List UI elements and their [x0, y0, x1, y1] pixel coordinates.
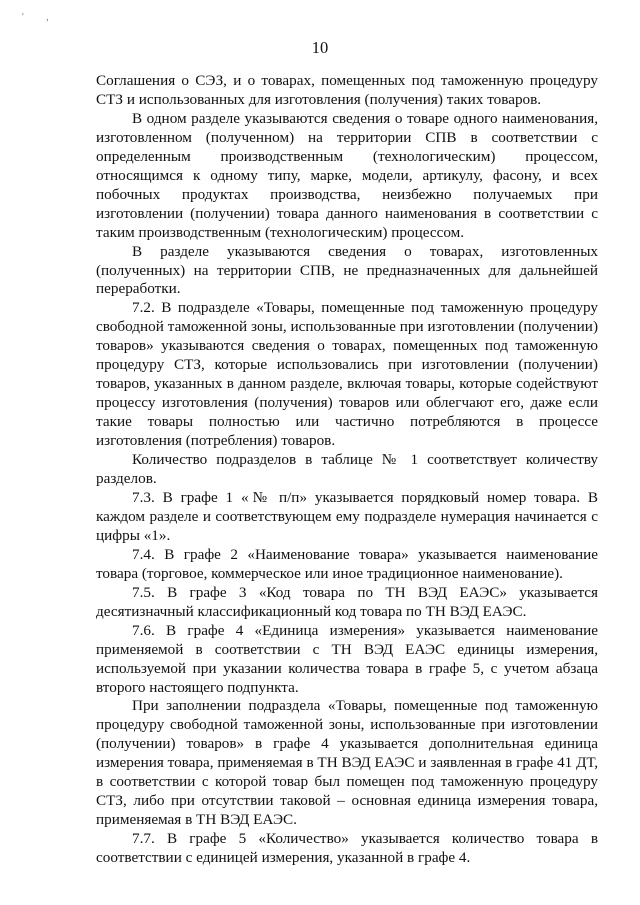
paragraph-column-4-note: При заполнении подраздела «Товары, помещенные под таможенную процедуру свободной таможенной зоны, использованные при изготовлении (получении) товаров» в графе 4 указывается дополнительная единица измерения товара, применяемая в ТН ВЭД ЕАЭС и заявленная в графе 41 ДТ, в соответствии с которой товар был помещен под таможенную процедуру СТЗ, либо при отсутствии таковой – основная единица измерения товара, применяемая в ТН ВЭД ЕАЭС.	[96, 697, 598, 829]
paragraph-7-6: 7.6. В графе 4 «Единица измерения» указывается наименование применяемой в соответствии с ТН ВЭД ЕАЭС единицы измерения, используемой при указании количества товара в графе 5, с учетом абзаца второго настоящего подпункта.	[96, 621, 598, 696]
paragraph-section-goods: В одном разделе указываются сведения о товаре одного наименования, изготовленном (полученном) на территории СПВ в соответствии с определенным производственным (технологическим) процессом, относящимся к одному типу, марке, модели, артикулу, фасону, и всех побочных продуктах производства, неизбежно получаемых при изготовлении (получении) товара данного наименования в соответствии с таким производственным (технологическим) процессом.	[96, 109, 598, 241]
paragraph-continuation: Соглашения о СЭЗ, и о товарах, помещенных под таможенную процедуру СТЗ и использованных для изготовления (получения) таких товаров.	[96, 72, 598, 108]
paragraph-7-4: 7.4. В графе 2 «Наименование товара» указывается наименование товара (торговое, коммерческое или иное традиционное наименование).	[96, 545, 598, 582]
paragraph-subsection-count: Количество подразделов в таблице № 1 соответствует количеству разделов.	[96, 451, 598, 488]
scan-marks: ' ,	[22, 12, 59, 23]
paragraph-section-not-processed: В разделе указываются сведения о товарах, изготовленных (полученных) на территории СПВ, не предназначенных для дальнейшей переработки.	[96, 242, 598, 298]
paragraph-7-2: 7.2. В подразделе «Товары, помещенные под таможенную процедуру свободной таможенной зоны, использованные при изготовлении (получении) товаров» указываются сведения о товарах, помещенных под таможенную процедуру СТЗ, которые использовались при изготовлении (получении) товаров, указанных в данном разделе, включая товары, которые содействуют процессу изготовления (получения) товаров или облегчают его, даже если такие товары полностью или частично потребляются в процессе изготовления (потребления) товаров.	[96, 299, 598, 450]
page-number: 10	[311, 38, 329, 57]
paragraph-7-3: 7.3. В графе 1 «№ п/п» указывается порядковый номер товара. В каждом разделе и соответствующем ему подразделе нумерация начинается с цифры «1».	[96, 488, 598, 544]
paragraph-7-7: 7.7. В графе 5 «Количество» указывается количество товара в соответствии с единицей измерения, указанной в графе 4.	[96, 830, 598, 867]
document-body	[96, 72, 598, 868]
paragraph-7-5: 7.5. В графе 3 «Код товара по ТН ВЭД ЕАЭС» указывается десятизначный классификационный код товара по ТН ВЭД ЕАЭС.	[96, 583, 598, 620]
